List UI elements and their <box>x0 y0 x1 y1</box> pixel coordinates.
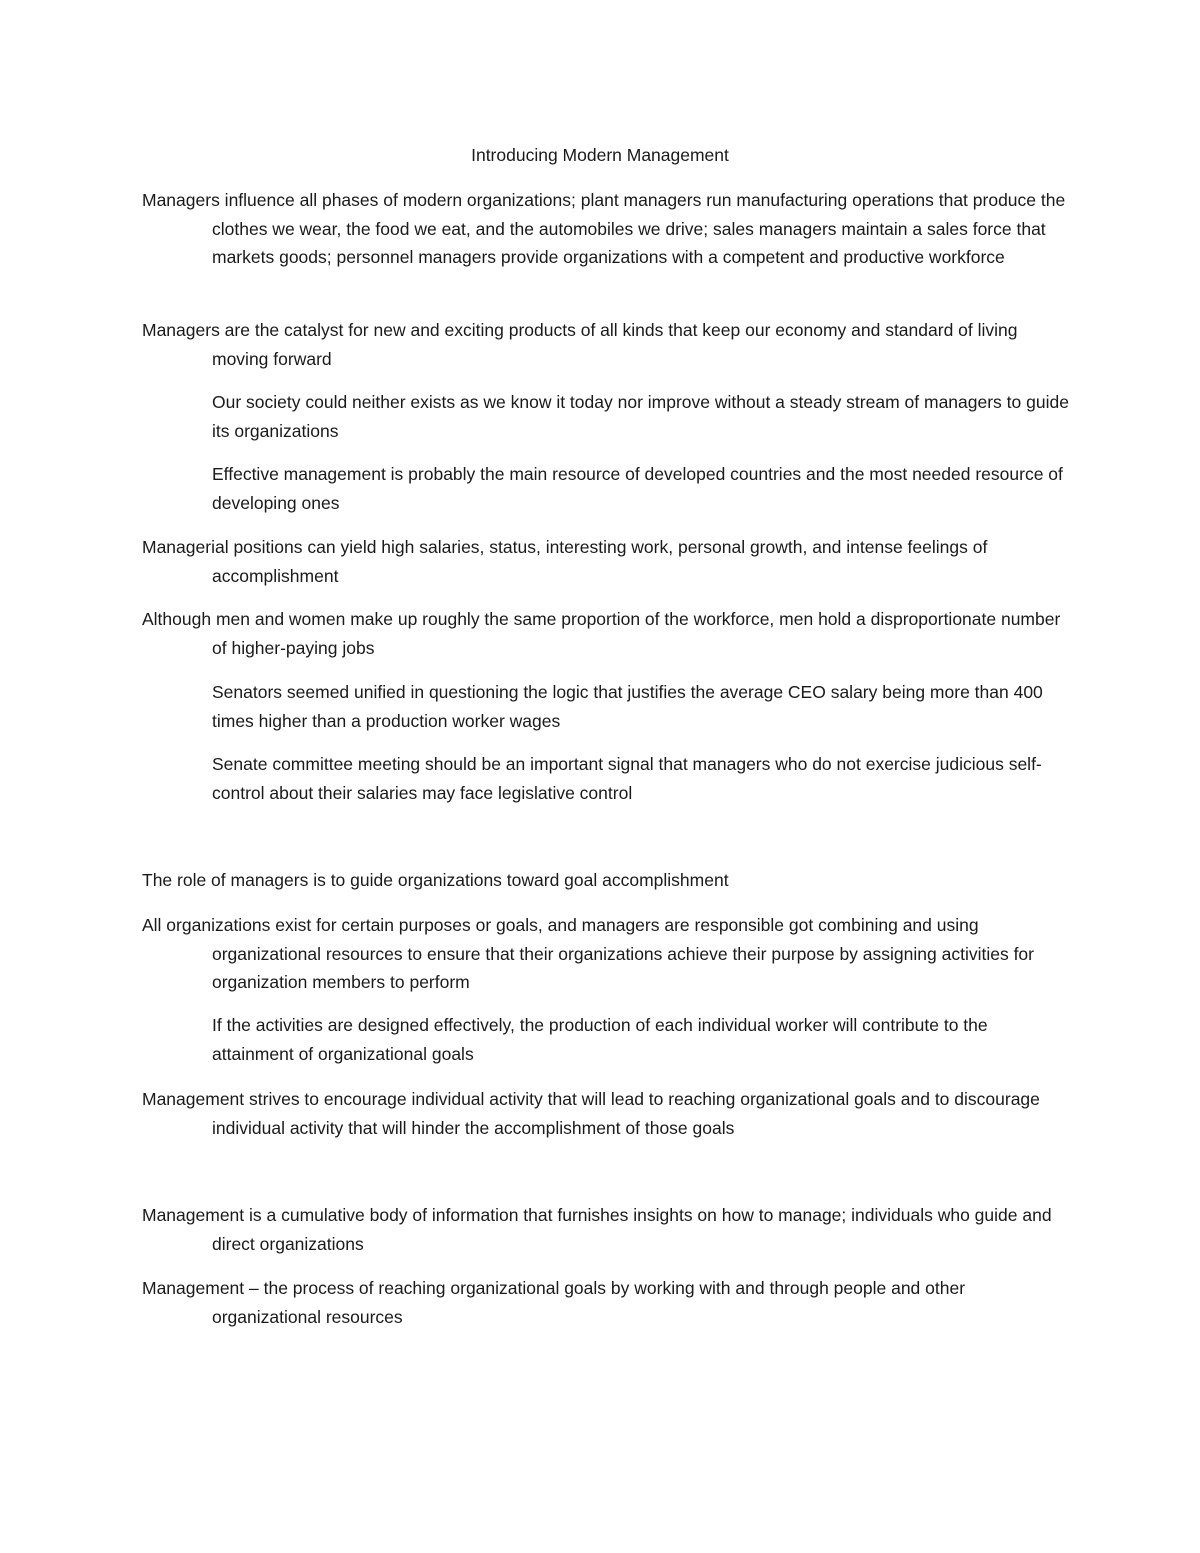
paragraph-management-strives: Management strives to encourage individual activity that will lead to reaching organizational goals and to discourage individual activity that will hinder the accomplishment of those goals <box>142 1089 1040 1138</box>
paragraph-managers-catalyst: Managers are the catalyst for new and exciting products of all kinds that keep our economy and standard of living moving forward <box>142 320 1018 369</box>
paragraph-society: Our society could neither exists as we know it today nor improve without a steady stream of managers to guide its organizations <box>212 392 1069 441</box>
paragraph-cumulative-body: Management is a cumulative body of information that furnishes insights on how to manage; individuals who guide and direct organizations <box>142 1205 1052 1254</box>
paragraph-managers-influence: Managers influence all phases of modern organizations; plant managers run manufacturing operations that produce the clothes we wear, the food we eat, and the automobiles we drive; sales managers maintain a sales force that markets goods; personnel managers provide organizations with a competent and productive workforce <box>142 190 1066 267</box>
paragraph-effective-management: Effective management is probably the main resource of developed countries and the most needed resource of developing ones <box>212 464 1063 513</box>
paragraph-senate-committee: Senate committee meeting should be an important signal that managers who do not exercise judicious self-control about their salaries may face legislative control <box>212 754 1042 803</box>
paragraph-activities-designed: If the activities are designed effectively, the production of each individual worker will contribute to the attainment of organizational goals <box>212 1015 988 1064</box>
paragraph-all-organizations: All organizations exist for certain purposes or goals, and managers are responsible got combining and using organizational resources to ensure that their organizations achieve their purpose by assigning activities for organization members to perform <box>142 915 1034 992</box>
paragraph-management-definition: Management – the process of reaching organizational goals by working with and through people and other organizational resources <box>142 1278 966 1327</box>
paragraph-men-and-women: Although men and women make up roughly the same proportion of the workforce, men hold a disproportionate number of higher-paying jobs <box>142 609 1061 658</box>
document-title: Introducing Modern Management <box>471 145 729 165</box>
paragraph-role-of-managers: The role of managers is to guide organizations toward goal accomplishment <box>142 870 729 890</box>
paragraph-senators: Senators seemed unified in questioning the logic that justifies the average CEO salary being more than 400 times higher than a production worker wages <box>212 682 1043 731</box>
paragraph-managerial-positions: Managerial positions can yield high salaries, status, interesting work, personal growth, and intense feelings of accomplishment <box>142 537 988 586</box>
